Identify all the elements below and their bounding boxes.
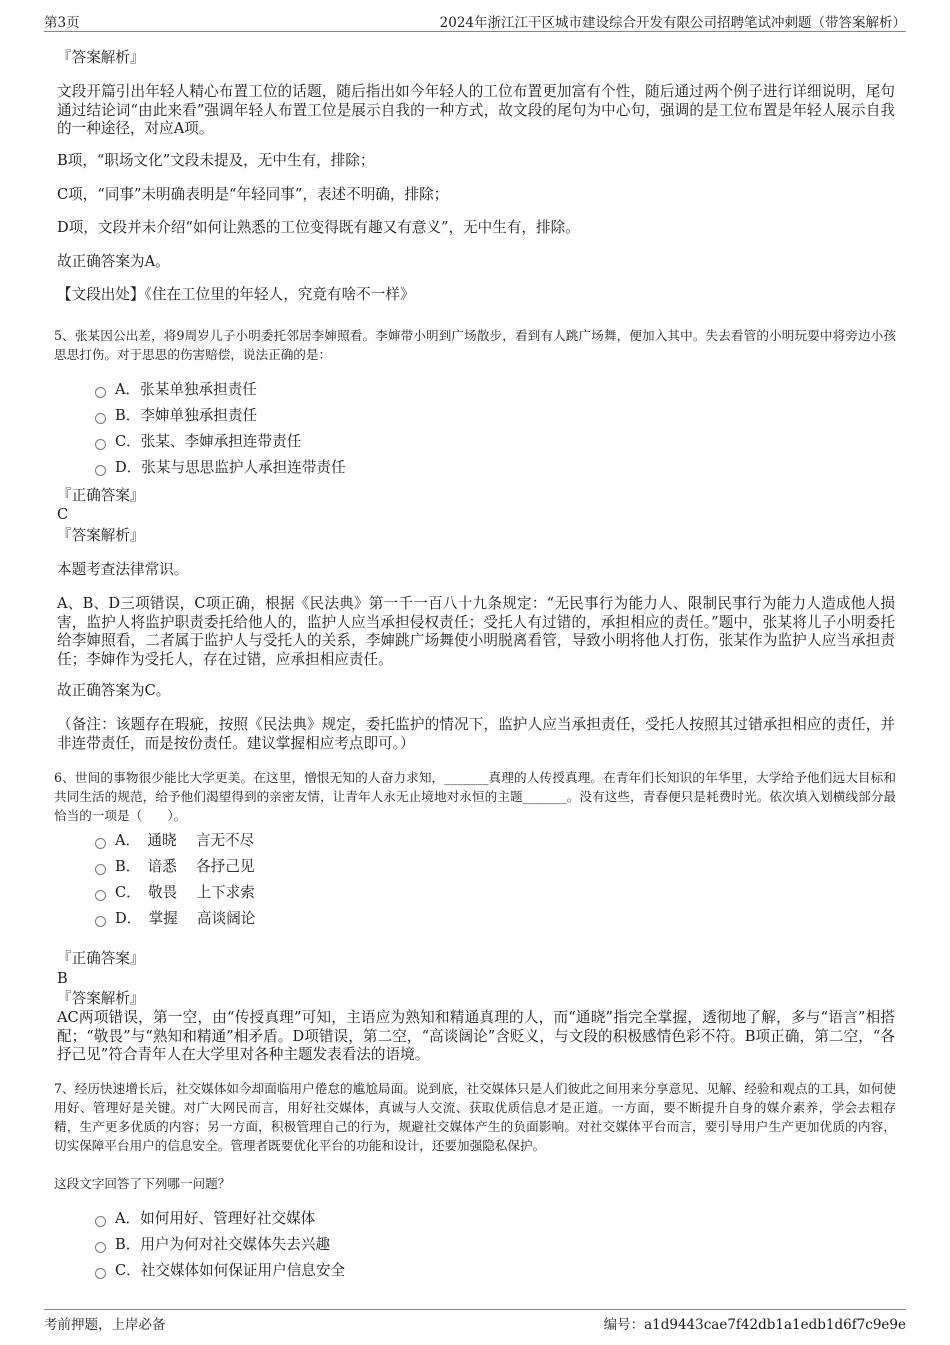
q6-analysis-label: 『答案解析』 <box>57 990 145 1007</box>
q4-analysis-p1: 文段开篇引出年轻人精心布置工位的话题，随后指出如今年轻人的工位布置更加富有个性，随后通过两个例子进行详细说明，尾句通过结论词“由此来看”强调年轻人布置工位是展示自我的一种方式，故文段的尾句为中心句，强调的是工位布置是年轻人展示自我的一种途径，对应A项。 <box>57 83 895 137</box>
q4-analysis-p3: C项，“同事”未明确表明是“年轻同事”，表述不明确，排除； <box>57 186 449 203</box>
q7-option-a[interactable]: A．如何用好、管理好社交媒体 <box>95 1209 315 1229</box>
q6-analysis: AC两项错误，第一空，由“传授真理”可知，主语应为熟知和精通真理的人，而“通晓”指完全掌握，透彻地了解，多与“语言”相搭配；“敬畏”与“熟知和精通”相矛盾。D项错误，第二空，“高谈阔论”含贬义，与文段的积极感情色彩不符。B项正确，第二空，“各抒己见”符合青年人在大学里对各种主题发表看法的语境。 <box>57 1009 895 1063</box>
radio-icon[interactable] <box>95 838 106 849</box>
radio-icon[interactable] <box>95 1216 106 1227</box>
radio-icon[interactable] <box>95 439 106 450</box>
q5-analysis-p1: 本题考查法律常识。 <box>57 561 189 578</box>
page-number: 第3页 <box>44 15 80 31</box>
footer-divider <box>44 1309 906 1310</box>
q4-source: 【文段出处】《住在工位里的年轻人，究竟有啥不一样》 <box>57 286 415 303</box>
q6-option-a[interactable]: A． 通晓 言无不尽 <box>95 831 254 851</box>
page-header <box>44 8 906 30</box>
radio-icon[interactable] <box>95 413 106 424</box>
q5-question: 5、张某因公出差，将9周岁儿子小明委托邻居李婶照看。李婶带小明到广场散步，看到有人跳广场舞，便加入其中。失去看管的小明玩耍中将旁边小孩思思打伤。对于思思的伤害赔偿，说法正确的是： <box>54 328 896 362</box>
q5-option-c[interactable]: C．张某、李婶承担连带责任 <box>95 432 301 452</box>
q4-analysis-p5: 故正确答案为A。 <box>57 253 170 270</box>
document-id: 编号：a1d9443cae7f42db1a1edb1d6f7c9e9e <box>603 1317 906 1333</box>
q7-question: 7、经历快速增长后，社交媒体如今却面临用户倦怠的尴尬局面。说到底，社交媒体只是人们彼此之间用来分享意见、见解、经验和观点的工具，如何使用好、管理好是关键。对广大网民而言，用好社交媒体，真诚与人交流、获取优质信息才是正道。一方面，要不断提升自身的媒介素养，学会去粗存精，生产更多优质的内容；另一方面，积极管理自己的行为，规避社交媒体产生的负面影响。对社交媒体平台而言，要引导用户生产更加优质的内容，切实保障平台用户的信息安全。管理者既要优化平台的功能和设计，还要加强隐私保护。 <box>54 1081 896 1153</box>
q5-option-b[interactable]: B．李婶单独承担责任 <box>95 406 257 426</box>
q6-option-d[interactable]: D． 掌握 高谈阔论 <box>95 909 255 929</box>
footer-slogan: 考前押题，上岸必备 <box>44 1317 166 1333</box>
q5-option-d[interactable]: D．张某与思思监护人承担连带责任 <box>95 458 346 478</box>
radio-icon[interactable] <box>95 387 106 398</box>
q5-analysis-label: 『答案解析』 <box>57 527 145 544</box>
document-title: 2024年浙江江干区城市建设综合开发有限公司招聘笔试冲刺题（带答案解析） <box>439 15 906 31</box>
q5-correct-answer: C <box>57 506 69 523</box>
q5-option-a[interactable]: A．张某单独承担责任 <box>95 380 257 400</box>
radio-icon[interactable] <box>95 864 106 875</box>
q4-analysis-p2: B项，“职场文化”文段未提及，无中生有，排除； <box>57 152 375 169</box>
q6-option-c[interactable]: C． 敬畏 上下求索 <box>95 883 255 903</box>
q4-analysis-label: 『答案解析』 <box>57 49 145 66</box>
q5-correct-label: 『正确答案』 <box>57 487 145 504</box>
q7-prompt: 这段文字回答了下列哪一问题？ <box>54 1176 231 1191</box>
radio-icon[interactable] <box>95 890 106 901</box>
radio-icon[interactable] <box>95 1268 106 1279</box>
q7-option-b[interactable]: B．用户为何对社交媒体失去兴趣 <box>95 1235 330 1255</box>
q4-analysis-p4: D项，文段并未介绍“如何让熟悉的工位变得既有趣又有意义”，无中生有，排除。 <box>57 219 580 236</box>
q6-correct-label: 『正确答案』 <box>57 950 145 967</box>
q6-question: 6、世间的事物很少能比大学更美。在这里，憎恨无知的人奋力求知，_______真理的人传授真理。在青年们长知识的年华里，大学给予他们远大目标和共同生活的规范，给予他们渴望得到的亲密友情，让青年人永无止境地对永恒的主题_______。没有这些，青春便只是耗费时光。依次填入划横线部分最恰当的一项是（ ）。 <box>54 770 896 823</box>
q5-analysis-p3: 故正确答案为C。 <box>57 682 171 699</box>
q7-option-c[interactable]: C．社交媒体如何保证用户信息安全 <box>95 1261 345 1281</box>
header-divider <box>44 31 906 32</box>
radio-icon[interactable] <box>95 916 106 927</box>
q5-analysis-p2: A、B、D三项错误，C项正确，根据《民法典》第一千一百八十九条规定：“无民事行为能力人、限制民事行为能力人造成他人损害，监护人将监护职责委托给他人的，监护人应当承担侵权责任；受托人有过错的，承担相应的责任。”题中，张某将儿子小明委托给李婶照看，二者属于监护人与受托人的关系，李婶跳广场舞使小明脱离看管，导致小明将他人打伤，张某作为监护人应当承担责任；李婶作为受托人，存在过错，应承担相应责任。 <box>57 595 895 668</box>
q6-correct-answer: B <box>57 970 68 987</box>
q6-option-b[interactable]: B． 谙悉 各抒己见 <box>95 857 254 877</box>
radio-icon[interactable] <box>95 1242 106 1253</box>
radio-icon[interactable] <box>95 465 106 476</box>
q5-note: （备注：该题存在瑕疵，按照《民法典》规定，委托监护的情况下，监护人应当承担责任，受托人按照其过错承担相应的责任，并非连带责任，而是按份责任。建议掌握相应考点即可。） <box>57 716 895 752</box>
